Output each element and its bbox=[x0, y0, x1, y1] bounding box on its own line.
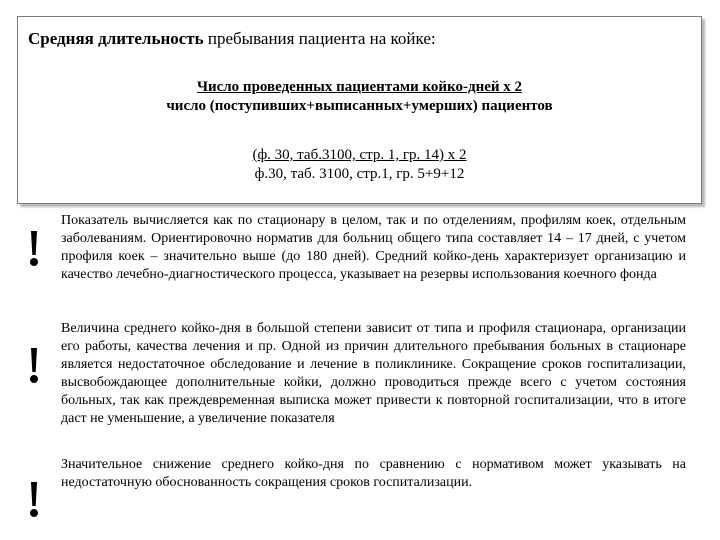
exclamation-dot bbox=[30, 258, 38, 266]
note-paragraph-1: Показатель вычисляется как по стационару в целом, так и по отделениям, профилям коек, отдельным заболеваниям. Ориентировочно норматив для больниц общего типа составляет 14 – 17 дней, с учетом профиля коек – значительно выше (до 180 дней). Средний койко-день характеризует организацию и качество лечебно-диагностического процесса, указывает на резервы использования коечного фонда bbox=[61, 213, 686, 282]
exclamation-icon bbox=[23, 348, 45, 388]
fraction-2-numerator: (ф. 30, таб.3100, стр. 1, гр. 14) х 2 bbox=[252, 147, 467, 163]
exclamation-dot bbox=[30, 509, 38, 517]
fraction-2-denominator: ф.30, таб. 3100, стр.1, гр. 5+9+12 bbox=[254, 166, 465, 182]
formula-heading-rest: пребывания пациента на койке: bbox=[203, 29, 436, 48]
formula-fraction-2 bbox=[18, 146, 701, 184]
formula-heading bbox=[28, 29, 436, 49]
exclamation-bar bbox=[31, 231, 37, 255]
exclamation-icon bbox=[23, 231, 45, 271]
note-paragraph-2: Величина среднего койко-дня в большой степени зависит от типа и профиля стационара, организации его работы, качества лечения и пр. Одной из причин длительного пребывания больных в стационаре является недостаточное обследование и лечение в поликлинике. Сокращение сроков госпитализации, высвобождающее дополнительные койки, должно проводиться прежде всего с учетом состояния больных, так как преждевременная выписка может привести к повторной госпитализации, что в итоге даст не уменьшение, а увеличение показателя bbox=[61, 321, 686, 426]
exclamation-dot bbox=[30, 375, 38, 383]
formula-fraction-1 bbox=[18, 78, 701, 116]
formula-heading-bold: Средняя длительность bbox=[28, 29, 204, 48]
exclamation-bar bbox=[31, 348, 37, 372]
fraction-1-numerator: Число проведенных пациентами койко-дней х 2 bbox=[196, 79, 523, 95]
fraction-1-denominator: число (поступивших+выписанных+умерших) пациентов bbox=[166, 98, 553, 114]
note-paragraph-3: Значительное снижение среднего койко-дня по сравнению с нормативом может указывать на недостаточную обоснованность сокращения сроков госпитализации. bbox=[61, 457, 686, 490]
exclamation-bar bbox=[31, 482, 37, 506]
exclamation-icon bbox=[23, 482, 45, 522]
formula-box bbox=[17, 16, 702, 204]
